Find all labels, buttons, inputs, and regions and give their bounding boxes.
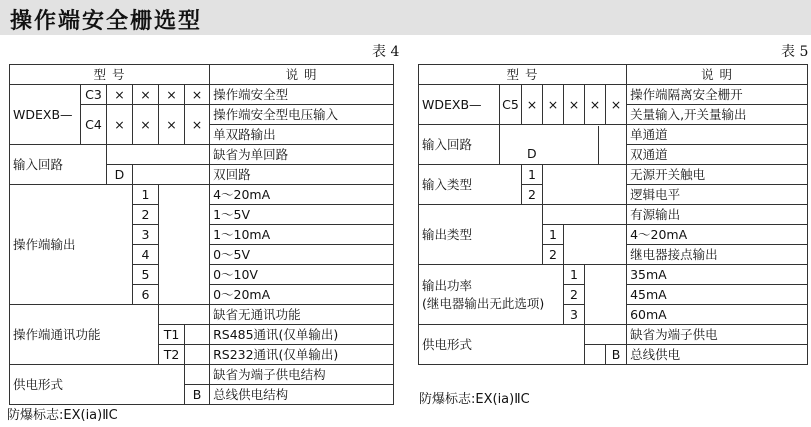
desc-cell: 缺省无通讯功能 xyxy=(210,305,394,325)
group-label: 操作端输出 xyxy=(10,185,133,305)
table-row xyxy=(10,145,394,165)
code-t1: T1 xyxy=(159,325,185,345)
x-cell: × xyxy=(133,105,159,145)
table5-label: 表 5 xyxy=(781,44,809,60)
desc-cell: 0～10V xyxy=(210,265,394,285)
x-cell: × xyxy=(606,85,627,125)
x-cell: × xyxy=(522,85,543,125)
explosion-proof-note: 防爆标志:EX(ia)ⅡC xyxy=(7,408,118,423)
header-desc: 说 明 xyxy=(210,65,394,85)
desc-cell: 1～10mA xyxy=(210,225,394,245)
desc-cell: 总线供电结构 xyxy=(210,385,394,405)
x-cell: × xyxy=(159,85,185,105)
code-cell: 5 xyxy=(133,265,159,285)
group-label: 输入类型 xyxy=(419,165,522,205)
code-t2: T2 xyxy=(159,345,185,365)
table-row xyxy=(10,85,394,105)
model-cell: WDEXB— xyxy=(10,85,81,145)
power-label: 输出功率 xyxy=(422,277,473,293)
code-cell: 2 xyxy=(564,285,585,305)
desc-cell: 4～20mA xyxy=(627,225,808,245)
header-model: 型 号 xyxy=(10,65,210,85)
code-b: B xyxy=(606,345,627,365)
desc-cell: 单通道 xyxy=(627,125,808,145)
x-cell: × xyxy=(107,85,133,105)
code-d: D xyxy=(527,146,537,161)
table-row xyxy=(10,185,394,205)
table-row xyxy=(419,325,808,345)
desc-cell: 无源开关触电 xyxy=(627,165,808,185)
desc-cell: 双回路 xyxy=(210,165,394,185)
code-cell: 2 xyxy=(133,205,159,225)
desc-cell: 缺省为端子供电结构 xyxy=(210,365,394,385)
x-cell: × xyxy=(107,105,133,145)
code-c3: C3 xyxy=(81,85,107,105)
code-cell: 6 xyxy=(133,285,159,305)
code-cell: 2 xyxy=(543,245,564,265)
table-4 xyxy=(9,64,394,405)
group-label: 供电形式 xyxy=(10,365,185,405)
table-row xyxy=(10,365,394,385)
code-cell: 3 xyxy=(133,225,159,245)
table-row xyxy=(419,85,808,105)
table4-label: 表 4 xyxy=(372,44,400,60)
code-cell: 1 xyxy=(543,225,564,245)
x-cell: × xyxy=(564,85,585,125)
header-desc: 说 明 xyxy=(627,65,808,85)
code-cell: 1 xyxy=(133,185,159,205)
table-5 xyxy=(418,64,808,365)
x-cell: × xyxy=(585,85,606,125)
x-cell: × xyxy=(185,85,210,105)
desc-cell: 0～20mA xyxy=(210,285,394,305)
code-cell: 1 xyxy=(564,265,585,285)
code-c4: C4 xyxy=(81,105,107,145)
x-cell: × xyxy=(159,105,185,145)
desc-cell: 操作端安全型 xyxy=(210,85,394,105)
header-model: 型 号 xyxy=(419,65,627,85)
desc-cell: 操作端隔离安全栅开 xyxy=(627,85,808,105)
group-label: 输入回路 xyxy=(10,145,107,185)
title-bar xyxy=(0,0,811,35)
desc-cell: 有源输出 xyxy=(627,205,808,225)
explosion-proof-note: 防爆标志:EX(ia)ⅡC xyxy=(419,392,530,407)
desc-cell: 单双路输出 xyxy=(210,125,394,145)
x-cell: × xyxy=(133,85,159,105)
desc-cell: 关量输入,开关量输出 xyxy=(627,105,808,125)
table-row xyxy=(419,165,808,185)
page-title: 操作端安全栅选型 xyxy=(10,9,203,34)
code-cell: 4 xyxy=(133,245,159,265)
desc-cell: 总线供电 xyxy=(627,345,808,365)
desc-cell: 逻辑电平 xyxy=(627,185,808,205)
table-row xyxy=(419,125,808,145)
desc-cell: 0～5V xyxy=(210,245,394,265)
group-label: 供电形式 xyxy=(419,325,585,365)
desc-cell: 60mA xyxy=(627,305,808,325)
table-row xyxy=(419,265,808,285)
table-row xyxy=(10,305,394,325)
desc-cell: 35mA xyxy=(627,265,808,285)
group-label: 输入回路 xyxy=(419,125,500,165)
desc-cell: 缺省为端子供电 xyxy=(627,325,808,345)
desc-cell: 45mA xyxy=(627,285,808,305)
code-b: B xyxy=(185,385,210,405)
power-sublabel: (继电器输出无此选项) xyxy=(422,295,545,311)
x-cell: × xyxy=(185,105,210,145)
desc-cell: 4～20mA xyxy=(210,185,394,205)
desc-cell: RS485通讯(仅单输出) xyxy=(210,325,394,345)
model-cell: WDEXB— xyxy=(419,85,500,125)
desc-cell: RS232通讯(仅单输出) xyxy=(210,345,394,365)
x-cell: × xyxy=(543,85,564,125)
table-row xyxy=(10,65,394,85)
group-label: 操作端通讯功能 xyxy=(10,305,159,365)
desc-cell: 缺省为单回路 xyxy=(210,145,394,165)
desc-cell: 继电器接点输出 xyxy=(627,245,808,265)
code-c5: C5 xyxy=(500,85,522,125)
desc-cell: 双通道 xyxy=(627,145,808,165)
group-label xyxy=(419,265,564,325)
code-cell: 3 xyxy=(564,305,585,325)
desc-cell: 1～5V xyxy=(210,205,394,225)
code-cell: 2 xyxy=(522,185,543,205)
code-cell: 1 xyxy=(522,165,543,185)
code-d: D xyxy=(107,165,133,185)
table-row xyxy=(419,205,808,225)
desc-cell: 操作端安全型电压输入 xyxy=(210,105,394,125)
table-row xyxy=(419,65,808,85)
group-label: 输出类型 xyxy=(419,205,543,265)
